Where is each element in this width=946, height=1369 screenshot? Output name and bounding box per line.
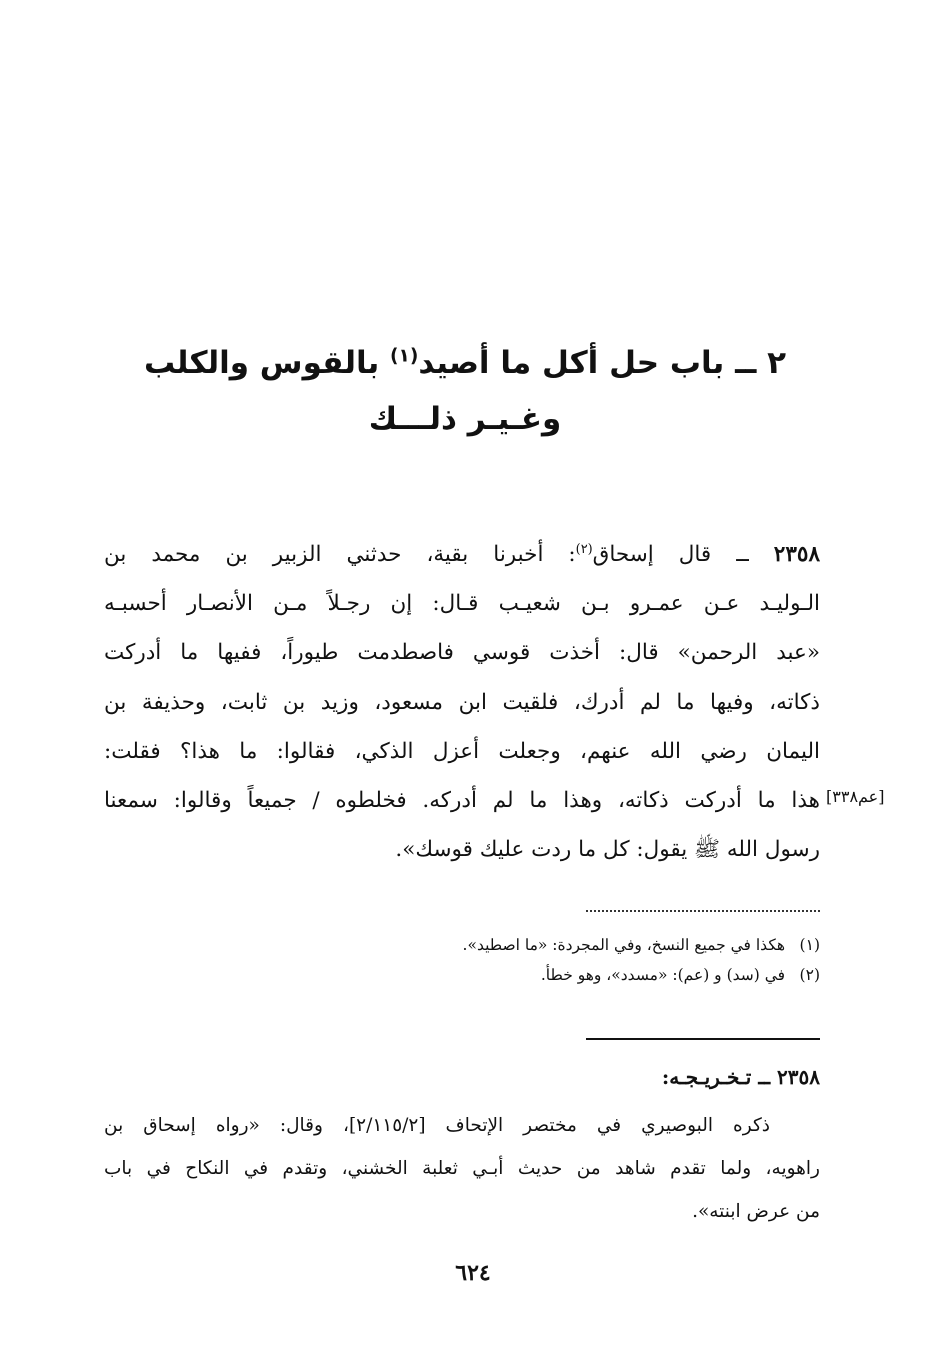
footnote-1-number: (١): [799, 936, 820, 954]
hadith-line-1-a: ــ قال إسحاق: [592, 542, 749, 567]
footnote-separator: [586, 910, 820, 912]
takhrij-line-3: من عرض ابنته».: [692, 1201, 820, 1222]
hadith-line-1: [104, 530, 820, 579]
page-number: ٦٢٤: [455, 1260, 491, 1286]
footnote-2-text: في (سد) و (عم): «مسدد»، وهو خطأ.: [540, 966, 786, 984]
hadith-line-2: الـوليـد عـن عمـرو بـن شعيـب قـال: إن رجـلاً مـن الأنصـار أحسبـه: [104, 591, 820, 617]
footnote-2-number: (٢): [799, 966, 820, 984]
footnote-2: [300, 960, 820, 990]
hadith-line-7: رسول الله ﷺ يقول: كل ما ردت عليك قوسك».: [395, 837, 820, 863]
margin-manuscript-note: [عم٣٣٨]: [826, 787, 885, 806]
takhrij-heading: ٢٣٥٨ ــ تـخـريـجـه:: [661, 1065, 820, 1089]
hadith-line-3: «عبد الرحمن» قال: أخذت قوسي فاصطدمت طيوراً، ففيها ما أدركت: [104, 640, 820, 666]
hadith-line-4: ذكاته، وفيها ما لم أدرك، فلقيت ابن مسعود، وزيد بن ثابت، وحذيفة بن: [104, 689, 820, 715]
takhrij-text: [104, 1104, 820, 1233]
hadith-line-5: اليمان رضي الله عنهم، وجعلت أعزل الذكي، فقالوا: ما هذا؟ فقلت:: [104, 738, 820, 764]
chapter-title-text-end: بالقوس والكلب: [143, 345, 391, 381]
hadith-number: ٢٣٥٨: [773, 542, 820, 567]
chapter-title-line-1: [110, 335, 820, 391]
footnotes: [300, 930, 820, 990]
hadith-text: [104, 530, 820, 874]
footnote-marker-1: (١): [390, 345, 419, 367]
hadith-line-6: هذا ما أدركت ذكاته، وهذا ما لم أدركه. فخلطوه / جميعاً وقالوا: سمعنا: [104, 788, 820, 814]
chapter-title: [110, 335, 820, 447]
chapter-title-text: ٢ ــ باب حل أكل ما أصيد: [418, 345, 787, 381]
chapter-title-line-2: وغـيـر ذلـــك: [368, 401, 562, 437]
takhrij-separator: [586, 1038, 820, 1040]
takhrij-line-2: راهويه، ولما تقدم شاهد من حديث أبـي ثعلبة الخشني، وتقدم في النكاح في باب: [104, 1158, 820, 1179]
footnote-1: [300, 930, 820, 960]
hadith-line-1-b: : أخبرنا بقية، حدثني الزبير بن محمد بن: [104, 542, 576, 567]
footnote-marker-2: (٢): [575, 541, 593, 557]
footnote-1-text: هكذا في جميع النسخ، وفي المجردة: «ما اصطيد».: [462, 936, 786, 954]
takhrij-line-1: ذكره البوصيري في مختصر الإتحاف [٢/١١٥/٢]، وقال: «رواه إسحاق بن: [104, 1115, 771, 1136]
